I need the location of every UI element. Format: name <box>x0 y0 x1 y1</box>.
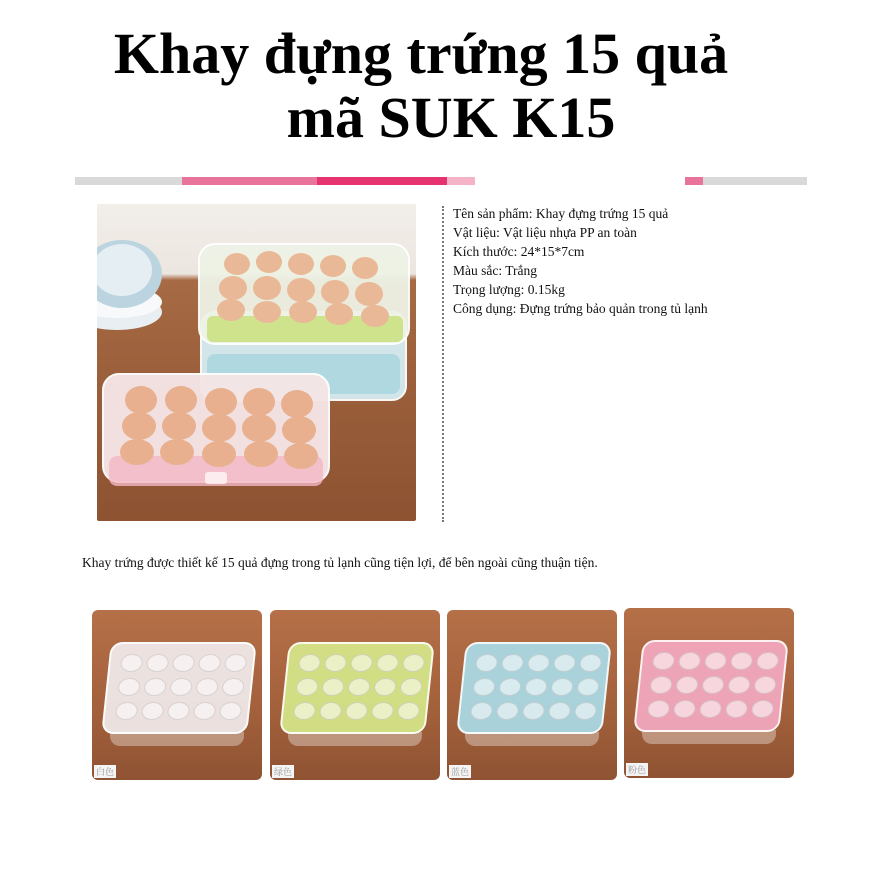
egg-cup <box>522 702 546 720</box>
egg-cup <box>678 652 702 670</box>
title-line-2: mã SUK K15 <box>286 85 616 150</box>
egg-cup <box>169 678 193 696</box>
egg-cup <box>527 654 551 672</box>
egg-cup <box>321 678 345 696</box>
tray-lid <box>456 642 612 734</box>
divider-segment-grey-right <box>703 177 807 185</box>
egg-cup <box>649 676 673 694</box>
egg-cup <box>548 702 572 720</box>
spec-product-name: Tên sản phẩm: Khay đựng trứng 15 quả <box>453 206 669 221</box>
tray-lid <box>633 640 789 732</box>
egg-cup <box>574 702 598 720</box>
page-title <box>0 22 882 150</box>
egg-cup <box>319 702 343 720</box>
egg-cup <box>221 678 245 696</box>
egg-cup <box>751 700 775 718</box>
egg-cup <box>498 678 522 696</box>
tray-lid <box>279 642 435 734</box>
egg-cup <box>371 702 395 720</box>
egg-cup <box>725 700 749 718</box>
variant-tag-white: 白色 <box>94 765 116 778</box>
egg-cup <box>475 654 499 672</box>
egg-cup <box>293 702 317 720</box>
egg-cup <box>501 654 525 672</box>
divider-segment-pink <box>182 177 317 185</box>
egg-cup <box>553 654 577 672</box>
egg-cup <box>524 678 548 696</box>
pink-egg-tray-photo <box>624 608 794 778</box>
egg-cup <box>647 700 671 718</box>
egg-cup <box>402 654 426 672</box>
egg-cup <box>172 654 196 672</box>
egg-cup <box>753 676 777 694</box>
egg-cup <box>143 678 167 696</box>
egg-cup <box>350 654 374 672</box>
egg-cup <box>673 700 697 718</box>
spec-usage: Công dụng: Đựng trứng bảo quản trong tủ lạnh <box>453 301 708 316</box>
egg-cup <box>373 678 397 696</box>
egg-cup <box>345 702 369 720</box>
divider-segment-grey-left <box>75 177 182 185</box>
egg-cup <box>193 702 217 720</box>
title-line-1: Khay đựng trứng 15 quả <box>113 21 729 86</box>
egg-cup <box>675 676 699 694</box>
egg-cup <box>146 654 170 672</box>
egg-cup <box>224 654 248 672</box>
egg-cup <box>117 678 141 696</box>
egg-cup <box>295 678 319 696</box>
egg-cup <box>347 678 371 696</box>
white-egg-tray-photo <box>92 610 262 780</box>
tray-base <box>465 732 599 746</box>
tray-base <box>110 732 244 746</box>
egg-cup <box>397 702 421 720</box>
stacked-egg-trays-photo <box>97 204 416 521</box>
variant-tag-pink: 粉色 <box>626 763 648 776</box>
tray-lid <box>101 642 257 734</box>
egg-cup <box>756 652 780 670</box>
variant-tag-green: 绿色 <box>272 765 294 778</box>
egg-cup <box>701 676 725 694</box>
blue-egg-tray-photo <box>447 610 617 780</box>
egg-cup <box>219 702 243 720</box>
product-description: Khay trứng được thiết kế 15 quả đựng trong tủ lạnh cũng tiện lợi, để bên ngoài cũng thuận tiện. <box>82 555 598 570</box>
egg-cup <box>120 654 144 672</box>
egg-cup <box>115 702 139 720</box>
egg-cup <box>550 678 574 696</box>
divider-segment-pink-right <box>685 177 703 185</box>
egg-cup <box>727 676 751 694</box>
egg-cup <box>704 652 728 670</box>
egg-cup <box>579 654 603 672</box>
spec-dimensions: Kích thước: 24*15*7cm <box>453 244 585 259</box>
egg-cup <box>470 702 494 720</box>
egg-trays-illustration <box>97 204 416 521</box>
egg-cup <box>324 654 348 672</box>
tray-base <box>642 730 776 744</box>
divider-segment-light-pink <box>447 177 475 185</box>
egg-cup <box>198 654 222 672</box>
egg-cup <box>730 652 754 670</box>
egg-cup <box>496 702 520 720</box>
egg-cup <box>399 678 423 696</box>
egg-cup <box>298 654 322 672</box>
product-specs-list <box>453 204 708 318</box>
egg-cup <box>472 678 496 696</box>
spec-weight: Trọng lượng: 0.15kg <box>453 282 565 297</box>
spec-color: Màu sắc: Trắng <box>453 263 537 278</box>
variant-tag-blue: 蓝色 <box>449 765 471 778</box>
tray-base <box>288 732 422 746</box>
egg-cup <box>652 652 676 670</box>
egg-cup <box>376 654 400 672</box>
egg-cup <box>195 678 219 696</box>
egg-cup <box>141 702 165 720</box>
egg-cup <box>699 700 723 718</box>
green-egg-tray-photo <box>270 610 440 780</box>
egg-cup <box>167 702 191 720</box>
divider-segment-magenta <box>317 177 447 185</box>
spec-material: Vật liệu: Vật liệu nhựa PP an toàn <box>453 225 637 240</box>
vertical-dotted-separator <box>442 206 444 522</box>
egg-cup <box>576 678 600 696</box>
